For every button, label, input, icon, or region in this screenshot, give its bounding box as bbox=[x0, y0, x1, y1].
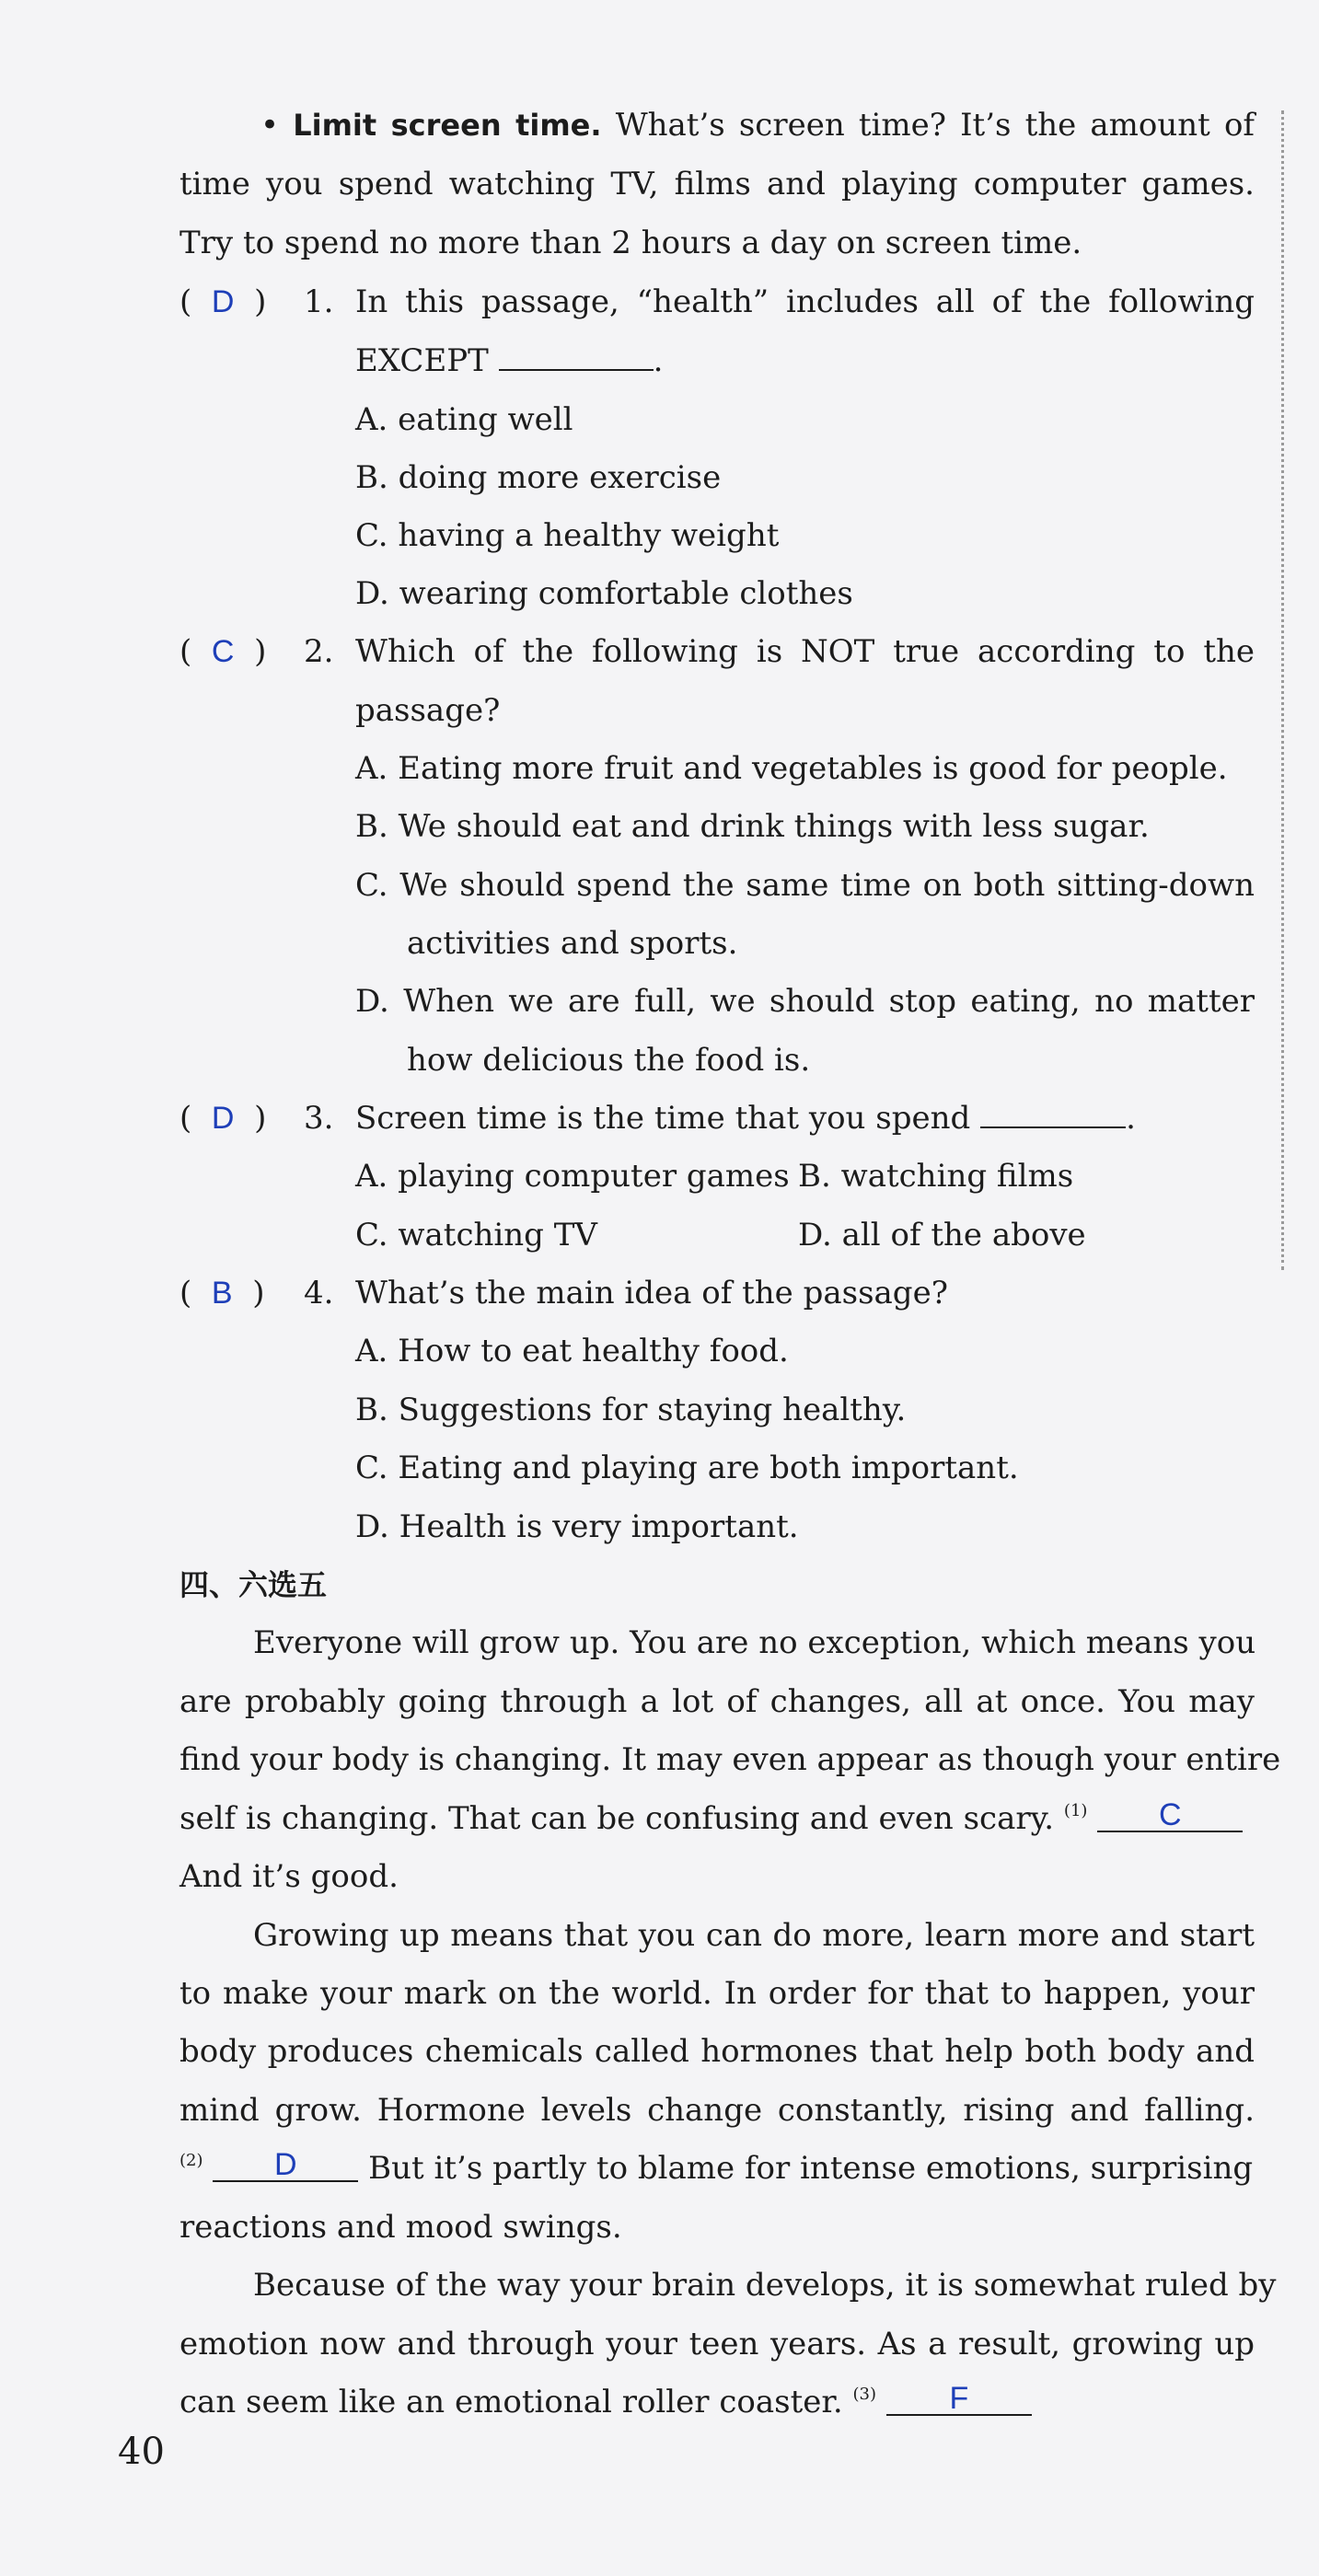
blank-1-answer: C bbox=[1097, 1799, 1243, 1832]
q3-option-a: A. playing computer games bbox=[355, 1158, 790, 1195]
p2-line-1: Growing up means that you can do more, learn more and start bbox=[253, 1917, 1255, 1954]
blank-2-number: (2) bbox=[179, 2151, 203, 2170]
p1-line-4: self is changing. That can be confusing and even scary. $^{(1)}$ C bbox=[179, 1798, 1243, 1844]
q2-stem-line-2: passage? bbox=[355, 692, 501, 729]
q2-option-c: C. We should spend the same time on both sitting-down bbox=[355, 867, 1255, 904]
q3-option-b: B. watching films bbox=[798, 1158, 1074, 1195]
blank-3-number: (3) bbox=[852, 2385, 877, 2404]
q4-option-a: A. How to eat healthy food. bbox=[355, 1333, 789, 1369]
blank-1-number: (1) bbox=[1063, 1801, 1088, 1820]
q1-option-c: C. having a healthy weight bbox=[355, 517, 780, 554]
q4-option-c: C. Eating and playing are both important. bbox=[355, 1450, 1019, 1486]
q2-option-d: D. When we are full, we should stop eating, no matter bbox=[355, 983, 1255, 1020]
p1-line-5: And it’s good. bbox=[179, 1858, 399, 1895]
p1-line-2: are probably going through a lot of changes, all at once. You may bbox=[179, 1683, 1255, 1720]
q3-option-c: C. watching TV bbox=[355, 1217, 597, 1253]
q1-option-b: B. doing more exercise bbox=[355, 459, 722, 496]
p2-line-4: mind grow. Hormone levels change constantly, rising and falling. bbox=[179, 2092, 1255, 2129]
q2-number: 2. bbox=[304, 633, 334, 670]
q1-answer: D bbox=[211, 284, 235, 319]
q2-option-c-cont: activities and sports. bbox=[407, 925, 738, 962]
q1-number: 1. bbox=[304, 283, 334, 320]
p2-line-2: to make your mark on the world. In order for that to happen, your bbox=[179, 1975, 1255, 2012]
page-number: 40 bbox=[118, 2431, 165, 2473]
margin-dotted-line bbox=[1281, 110, 1284, 1270]
p1-line-3: find your body is changing. It may even appear as though your entire bbox=[179, 1741, 1281, 1778]
q3-blank bbox=[980, 1099, 1126, 1128]
q2-option-d-cont: how delicious the food is. bbox=[407, 1042, 811, 1079]
q3-answer-bracket: ( D ) bbox=[179, 1100, 267, 1137]
q1-option-d: D. wearing comfortable clothes bbox=[355, 575, 853, 612]
p3-line-1: Because of the way your brain develops, it is somewhat ruled by bbox=[253, 2267, 1277, 2304]
bullet-icon: • bbox=[260, 107, 280, 144]
q4-answer: B bbox=[211, 1276, 233, 1311]
q1-option-a: A. eating well bbox=[355, 401, 573, 438]
q3-stem-line-1: Screen time is the time that you spend . bbox=[355, 1100, 1136, 1137]
q4-option-b: B. Suggestions for staying healthy. bbox=[355, 1392, 907, 1428]
q1-stem-line-1: In this passage, “health” includes all of the following bbox=[355, 283, 1255, 320]
section-heading: 四、六选五 bbox=[179, 1567, 328, 1602]
p2-line-3: body produces chemicals called hormones that help both body and bbox=[179, 2033, 1255, 2070]
p2-line-6: reactions and mood swings. bbox=[179, 2209, 622, 2246]
q3-number: 3. bbox=[304, 1100, 334, 1137]
q1-blank bbox=[499, 341, 654, 371]
q4-option-d: D. Health is very important. bbox=[355, 1508, 799, 1545]
q4-answer-bracket: ( B ) bbox=[179, 1275, 265, 1311]
p2-line-5: $^{(2)}$ D But it’s partly to blame for intense emotions, surprising bbox=[179, 2147, 1254, 2187]
q1-answer-bracket: ( D ) bbox=[179, 283, 267, 320]
q2-option-a: A. Eating more fruit and vegetables is good for people. bbox=[355, 750, 1228, 787]
q2-option-b: B. We should eat and drink things with less sugar. bbox=[355, 808, 1150, 845]
q2-answer: C bbox=[211, 634, 235, 669]
q2-stem-line-1: Which of the following is NOT true according to the bbox=[355, 633, 1255, 670]
q1-stem-line-2: EXCEPT . bbox=[355, 342, 664, 379]
blank-2-answer: D bbox=[213, 2149, 358, 2182]
intro-bold-label: Limit screen time. bbox=[293, 108, 602, 143]
intro-line-2: time you spend watching TV, films and playing computer games. bbox=[179, 166, 1255, 202]
q4-number: 4. bbox=[304, 1275, 334, 1311]
intro-line-1-rest: What’s screen time? It’s the amount of bbox=[615, 107, 1255, 144]
p1-line-1: Everyone will grow up. You are no exception, which means you bbox=[253, 1624, 1256, 1661]
p3-line-2: emotion now and through your teen years. As a result, growing up bbox=[179, 2326, 1255, 2362]
q3-answer: D bbox=[211, 1101, 235, 1136]
blank-3-answer: F bbox=[886, 2383, 1032, 2416]
intro-line-3: Try to spend no more than 2 hours a day on screen time. bbox=[179, 225, 1082, 261]
q4-stem-line-1: What’s the main idea of the passage? bbox=[355, 1275, 948, 1311]
intro-line-1 bbox=[260, 105, 1255, 145]
p3-line-3: can seem like an emotional roller coaster. $^{(3)}$ F bbox=[179, 2382, 1032, 2428]
q2-answer-bracket: ( C ) bbox=[179, 633, 267, 670]
q3-option-d: D. all of the above bbox=[798, 1217, 1086, 1253]
